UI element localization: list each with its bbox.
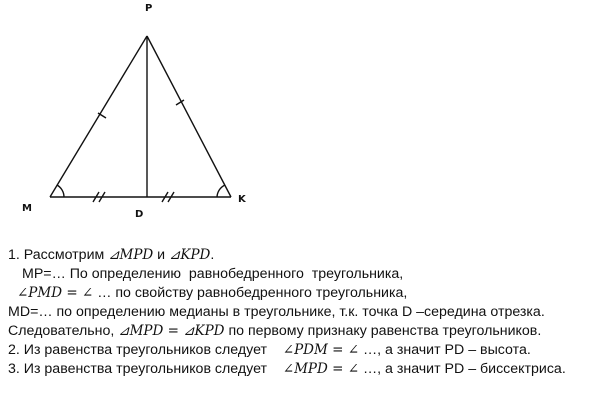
angle-mpd: ∠MPD = ∠ — [282, 361, 360, 377]
line5-text-c: по первому признаку равенства треугольников. — [224, 323, 542, 339]
proof-line-5 — [8, 322, 541, 340]
triangle-kpd: ⊿KPD — [169, 247, 211, 263]
proof-line-7 — [8, 360, 566, 378]
angle-arc-m — [57, 185, 64, 197]
triangles-equal: ⊿MPD = ⊿KPD — [118, 323, 225, 339]
triangle-mpd: ⊿MPD — [108, 247, 154, 263]
proof-line-6 — [8, 341, 531, 359]
vertex-label-d: D — [135, 209, 144, 220]
line1-text-a: 1. Рассмотрим — [8, 247, 109, 263]
angle-arc-k — [217, 185, 225, 197]
vertex-label-k: K — [238, 194, 246, 205]
angle-pdm: ∠PDM = ∠ — [282, 342, 360, 358]
line1-text-e: . — [210, 247, 215, 263]
side-pk — [147, 36, 231, 197]
line5-text-a: Следовательно, — [8, 323, 119, 339]
proof-line-1 — [8, 246, 214, 264]
proof-line-2 — [22, 265, 403, 283]
side-mp — [50, 36, 147, 197]
line7-text-c: …, а значит PD – биссектриса. — [359, 361, 566, 377]
line6-text-a: 2. Из равенства треугольников следует — [8, 342, 283, 358]
line2-text: MP=… По определению равнобедренного треугольника, — [22, 266, 404, 282]
line1-text-c: и — [153, 247, 170, 263]
vertex-label-p: P — [145, 3, 153, 14]
line3-text: … по свойству равнобедренного треугольника, — [93, 285, 408, 301]
proof-line-4 — [8, 303, 545, 321]
vertex-label-m: M — [22, 203, 32, 214]
proof-line-3 — [17, 284, 407, 302]
line6-text-c: …, а значит PD – высота. — [359, 342, 531, 358]
line7-text-a: 3. Из равенства треугольников следует — [8, 361, 283, 377]
line4-text: MD=… по определению медианы в треугольнике, т.к. точка D –середина отрезка. — [8, 304, 545, 320]
angle-pmd: ∠PMD = ∠ — [17, 285, 94, 301]
